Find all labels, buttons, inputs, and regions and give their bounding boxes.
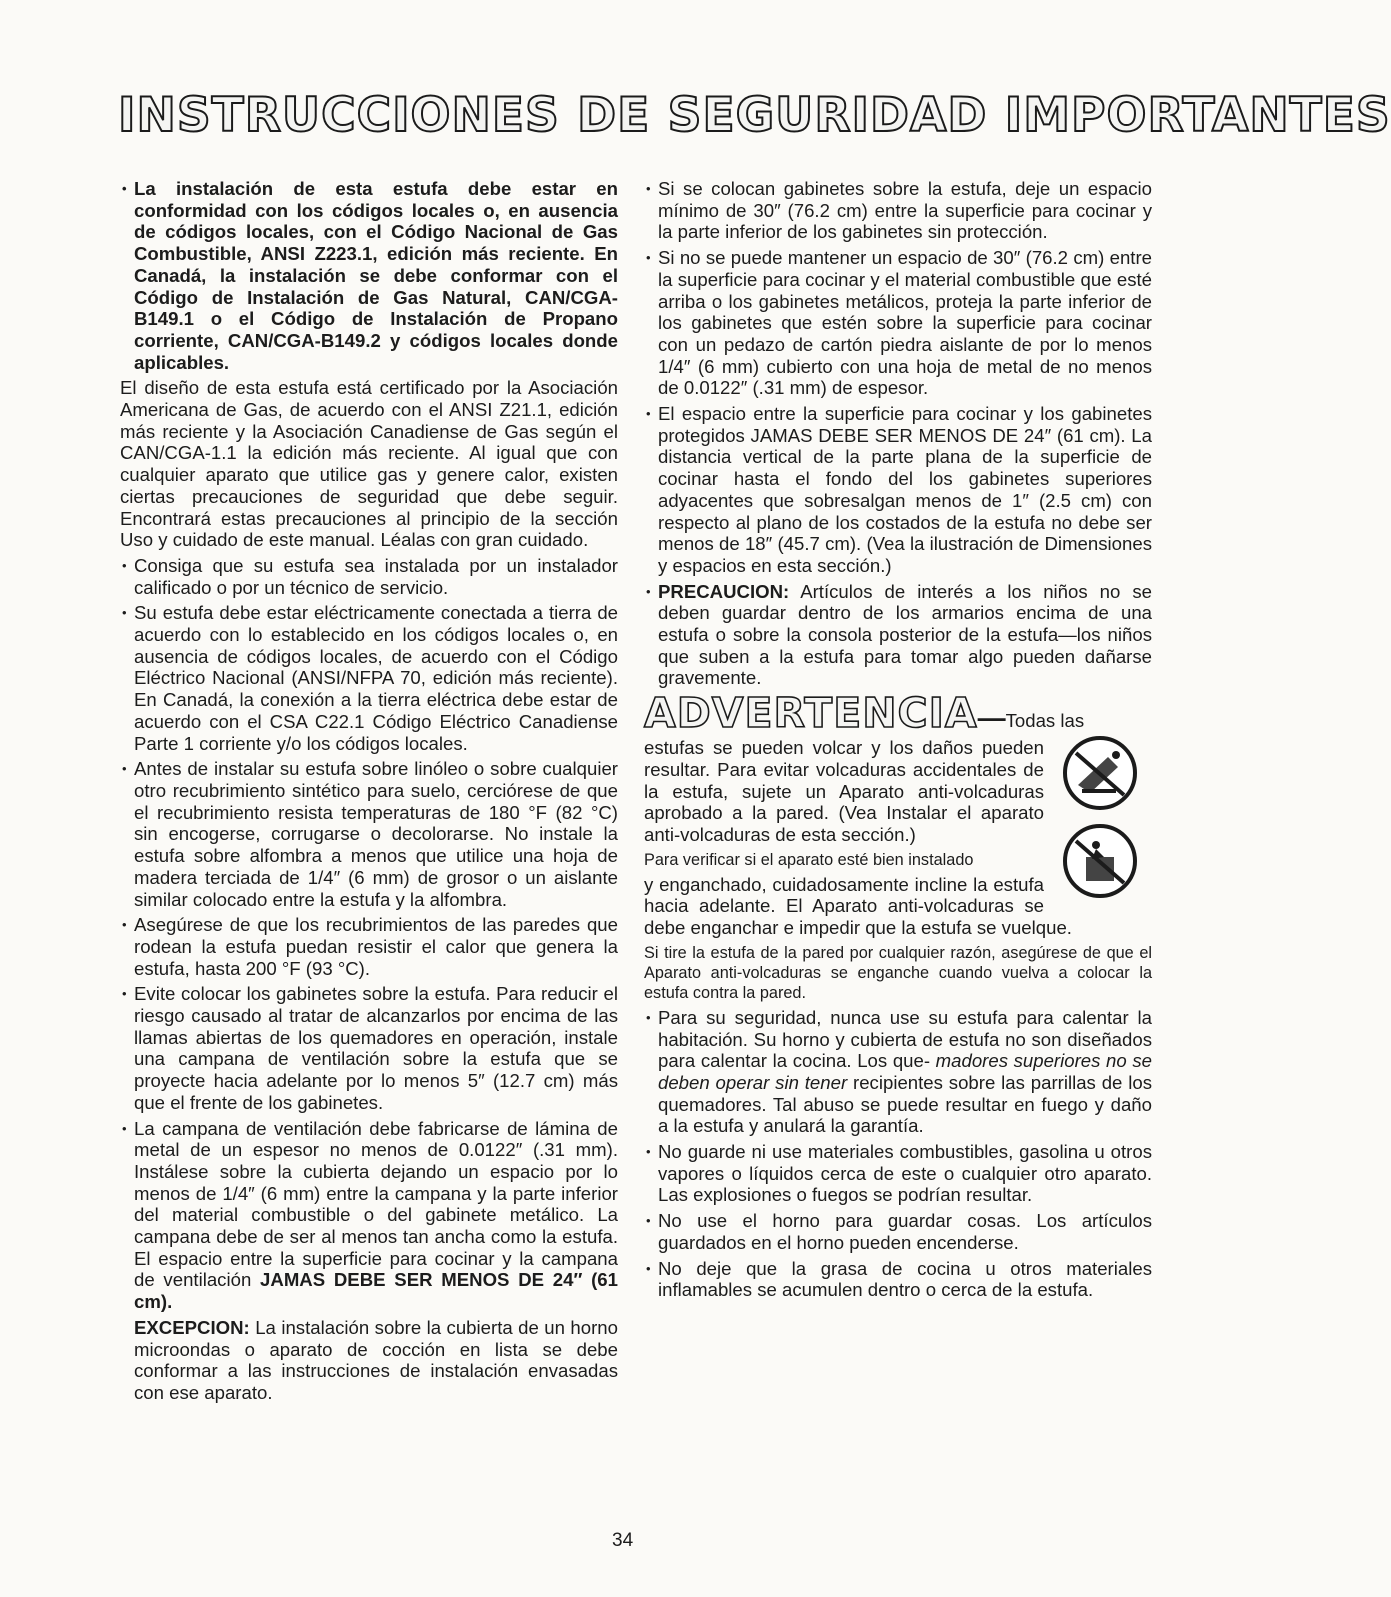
no-heating-text-b: recipientes sobre las parrillas de los quemadores. Tal abuso se puede resultar en fuego y daño a la estufa y anulará la garantía. [658, 1071, 1153, 1137]
wall-coverings-text: Asegúrese de que los recubrimientos de las paredes que rodean la estufa puedan resistir el calor que genera la estufa, hasta 200 °F (93 °C). [134, 914, 618, 979]
cabinet-clearance-text: Si se colocan gabinetes sobre la estufa, deje un espacio mínimo de 30″ (76.2 cm) entre la superficie para cocinar y la parte inferior de los gabinetes sin protección. [658, 178, 1152, 243]
warning-heading [644, 689, 1152, 738]
hood-min-distance: JAMAS DEBE SER MENOS DE 24″ (61 cm). [134, 1269, 618, 1313]
bullet-icon: • [122, 605, 127, 621]
no-tipping-icon [1052, 733, 1148, 813]
warning-word: ADVERTENCIA [644, 689, 978, 738]
bullet-icon: • [646, 181, 651, 196]
no-flammables-bullet [644, 1141, 1152, 1206]
bullet-icon: • [122, 1120, 127, 1136]
caution-label: PRECAUCION: [658, 580, 790, 602]
qualified-installer-bullet [120, 555, 618, 598]
bullet-icon: • [122, 917, 127, 933]
exception-label: EXCEPCION: [134, 1316, 250, 1338]
design-certification-paragraph: El diseño de esta estufa está certificado por la Asociación Americana de Gas, de acuerdo con el ANSI Z21.1, edición más reciente y la Asociación Canadiense de Gas según el CAN/CGA-1.1 la edición más reciente. Al igual que con cualquier aparato que utilice gas y genere calor, existen ciertas precauciones de seguridad que debe seguir. Encontrará estas precauciones al principio de la sección Uso y cuidado de este manual. Léalas con gran cuidado. [120, 377, 618, 551]
caution-text: Artículos de interés a los niños no se deben guardar dentro de los armarios encima de una estufa o sobre la consola posterior de la estufa—los niños que suben a la estufa para tomar algo pueden dañarse gravemente. [658, 580, 1153, 689]
exception-text: La instalación sobre la cubierta de un horno microondas o aparato de cocción en lista se debe conformar a las instrucciones de instalación envasadas con ese aparato. [134, 1316, 618, 1403]
bullet-icon: • [122, 761, 127, 777]
no-grease-text: No deje que la grasa de cocina u otros materiales inflamables se acumulen dentro o cerca de la estufa. [658, 1257, 1152, 1301]
installation-codes-bullet [120, 178, 618, 373]
no-heating-text-italic: madores superiores no se deben operar sin tener [658, 1050, 1152, 1093]
flooring-text: Antes de instalar su estufa sobre linóleo o sobre cualquier otro recubrimiento sintético para suelo, cerciórese de que el recubrimiento resista temperaturas de 180 °F (82 °C) sin encogerse, corrugarse o decolorarse. No instale la estufa sobre alfombra a menos que utilice una hoja de madera terciada de 1/4″ (6 mm) de grosor o un aislante similar colocado entre la estufa y la alfombra. [134, 758, 618, 910]
warning-block [644, 689, 1152, 1003]
installation-codes-text: La instalación de esta estufa debe estar en conformidad con los códigos locales o, en ausencia de códigos locales, con el Código Nacional de Gas Combustible, ANSI Z223.1, edición más reciente. En Canadá, la instalación se debe conformar con el Código de Instalación de Gas Natural, CAN/CGA-B149.1 o el Código de Instalación de Propano corriente, CAN/CGA-B149.2 y códigos locales donde aplicables. [134, 178, 618, 373]
no-heating-text-a: Para su seguridad, nunca use su estufa para calentar la habitación. Su horno y cubierta de estufa no son diseñados para calentar la cocina. Los que- [658, 1006, 1152, 1072]
bullet-icon: • [122, 181, 127, 196]
grounding-text: Su estufa debe estar eléctricamente conectada a tierra de acuerdo con lo establecido en los códigos locales o, en ausencia de códigos locales, de acuerdo con el Código Eléctrico Nacional (ANSI/NFPA 70, edición más reciente). En Canadá, la conexión a la tierra eléctrica debe estar de acuerdo con el CSA C22.1 Código Eléctrico Canadiense Parte 1 corriente y/o los códigos locales. [134, 602, 618, 754]
warning-text-2: y enganchado, cuidadosamente incline la estufa hacia adelante. El Aparato anti-volcaduras se debe enganchar e impedir que la estufa se vuelque. [644, 873, 1072, 939]
warning-check-text: Para verificar si el aparato esté bien instalado [644, 850, 974, 869]
right-column [644, 178, 1152, 1305]
bullet-icon: • [122, 557, 127, 573]
warning-icons [1052, 733, 1152, 909]
protected-cabinets-distance-bullet [644, 403, 1152, 577]
warning-reposition-text: Si tire la estufa de la pared por cualquier razón, asegúrese de que el Aparato anti-volcaduras se enganche cuando vuelva a colocar la estufa contra la pared. [644, 943, 1152, 1002]
protect-cabinets-bullet [644, 247, 1152, 399]
exception-paragraph [120, 1317, 618, 1404]
page-number: 34 [612, 1530, 634, 1551]
caution-bullet [644, 581, 1152, 690]
hood-bullet [120, 1118, 618, 1313]
no-grease-bullet [644, 1258, 1152, 1301]
bullet-icon: • [646, 406, 651, 422]
qualified-installer-text: Consiga que su estufa sea instalada por un instalador calificado o por un técnico de servicio. [134, 554, 618, 598]
bullet-icon: • [646, 1144, 651, 1160]
left-column [120, 178, 618, 1408]
bullet-icon: • [122, 986, 127, 1002]
warning-lead: Todas las [1005, 710, 1085, 732]
no-flammables-text: No guarde ni use materiales combustibles, gasolina u otros vapores o líquidos cerca de este o cualquier otro aparato. Las explosiones o fuegos se podrían resultar. [658, 1141, 1152, 1206]
hood-text: La campana de ventilación debe fabricarse de lámina de metal de un espesor no menos de 0.0122″ (.31 mm). Instálese sobre la cubierta dejando un espacio por lo menos de 1/4″ (6 mm) entre la campana y la parte inferior del material combustible o del gabinete metálico. La campana debe de ser al menos tan ancha como la estufa. El espacio entre la superficie para cocinar y la campana de ventilación [134, 1117, 618, 1291]
no-storage-text: No use el horno para guardar cosas. Los artículos guardados en el horno pueden encenderse. [658, 1210, 1152, 1253]
bullet-icon: • [646, 250, 651, 266]
no-climbing-icon [1052, 821, 1148, 901]
wall-coverings-bullet [120, 914, 618, 979]
bullet-icon: • [646, 583, 651, 599]
protect-cabinets-text: Si no se puede mantener un espacio de 30″ (76.2 cm) entre la superficie para cocinar y el material combustible que esté arriba o los gabinetes metálicos, proteja la parte inferior de los gabinetes que estén sobre la superficie para cocinar con un pedazo de cartón piedra aislante de por lo menos 1/4″ (6 mm) cubierto con una hoja de metal de no menos de 0.0122″ (.31 mm) de espesor. [658, 247, 1152, 399]
avoid-cabinets-bullet [120, 983, 618, 1113]
protected-cabinets-distance-text: El espacio entre la superficie para cocinar y los gabinetes protegidos JAMAS DEBE SER MENOS DE 24″ (61 cm). La distancia vertical de la parte plana de la superficie de cocinar hasta el fondo del los gabinetes superiores adyacentes que sobresalgan menos de 1″ (2.5 cm) con respecto al plano de los costados de la estufa no debe ser menos de 18″ (45.7 cm). (Vea la ilustración de Dimensiones y espacios en esta sección.) [658, 403, 1152, 576]
page-title: INSTRUCCIONES DE SEGURIDAD IMPORTANTES [118, 88, 1391, 143]
no-heating-bullet [644, 1007, 1152, 1137]
no-storage-bullet [644, 1210, 1152, 1253]
bullet-icon: • [646, 1009, 651, 1025]
warning-text: estufas se pueden volcar y los daños pueden resultar. Para evitar volcaduras accidentales de la estufa, sujete un Aparato anti-volcaduras aprobado a la pared. (Vea Instalar el aparato anti-volcaduras de esta sección.) [644, 737, 1044, 845]
bullet-icon: • [646, 1213, 651, 1229]
cabinet-clearance-bullet [644, 178, 1152, 243]
warning-dash: — [977, 702, 1006, 734]
avoid-cabinets-text: Evite colocar los gabinetes sobre la estufa. Para reducir el riesgo causado al tratar de alcanzarlos por encima de las llamas abiertas de los quemadores en operación, instale una campana de ventilación sobre la estufa que se proyecte hacia adelante por lo menos 5″ (12.7 cm) más que el frente de los gabinetes. [134, 983, 618, 1113]
flooring-bullet [120, 758, 618, 910]
bullet-icon: • [646, 1260, 651, 1276]
grounding-bullet [120, 602, 618, 754]
